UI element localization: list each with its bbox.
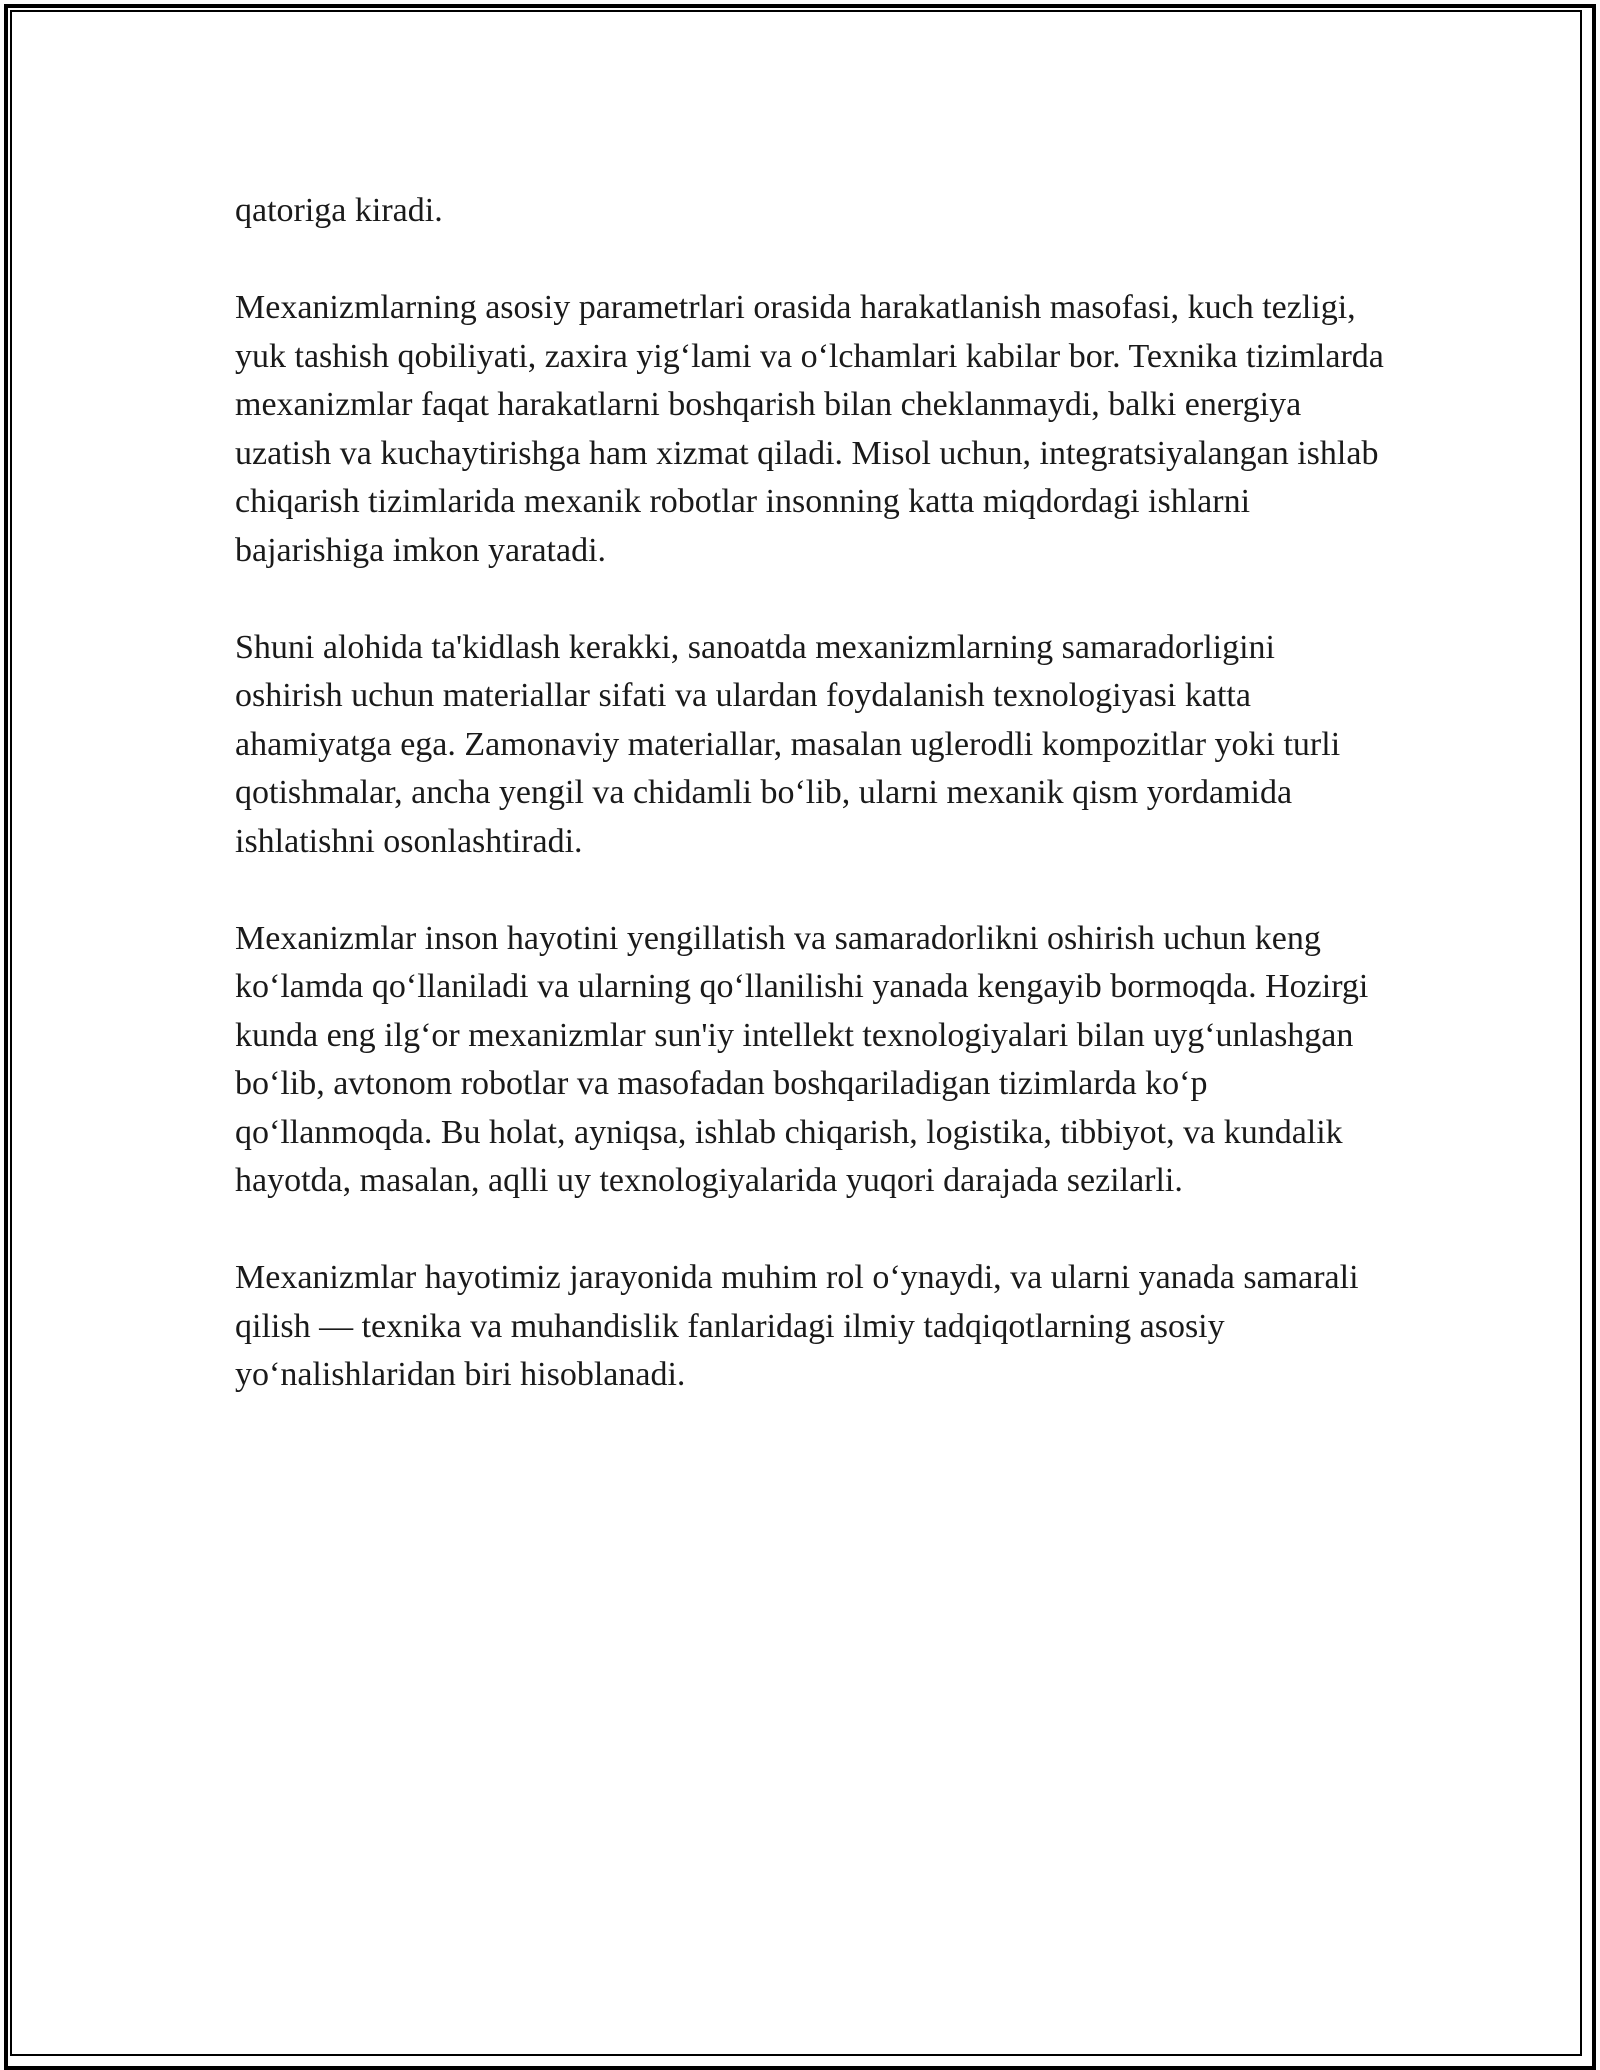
paragraph-materials: Shuni alohida ta'kidlash kerakki, sanoatda mexanizmlarning samaradorligini oshirish uchun materiallar sifati va ulardan foydalanish texnologiyasi katta ahamiyatga ega. Zamonaviy materiallar, masalan uglerodli kompozitlar yoki turli qotishmalar, ancha yengil va chidamli bo‘lib, ularni mexanik qism yordamida ishlatishni osonlashtiradi. — [235, 628, 1341, 860]
paragraph-mechanism-parameters: Mexanizmlarning asosiy parametrlari orasida harakatlanish masofasi, kuch tezligi, yuk tashish qobiliyati, zaxira yig‘lami va o‘lchamlari kabilar bor. Texnika tizimlarda mexanizmlar faqat harakatlarni boshqarish bilan cheklanmaydi, balki energiya uzatish va kuchaytirishga ham xizmat qiladi. Misol uchun, integratsiyalangan ishlab chiqarish tizimlarida mexanik robotlar insonning katta miqdordagi ishlarni bajarishiga imkon yaratadi. — [235, 289, 1384, 569]
document-body — [235, 187, 1385, 1448]
paragraph-applications: Mexanizmlar inson hayotini yengillatish va samaradorlikni oshirish uchun keng ko‘lamda qo‘llaniladi va ularning qo‘llanilishi yanada kengayib bormoqda. Hozirgi kunda eng ilg‘or mexanizmlar sun'iy intellekt texnologiyalari bilan uyg‘unlashgan bo‘lib, avtonom robotlar va masofadan boshqariladigan tizimlarda ko‘p qo‘llanmoqda. Bu holat, ayniqsa, ishlab chiqarish, logistika, tibbiyot, va kundalik hayotda, masalan, aqlli uy texnologiyalarida yuqori darajada sezilarli. — [235, 919, 1369, 1199]
paragraph-continuation: qatoriga kiradi. — [235, 192, 443, 229]
paragraph-conclusion: Mexanizmlar hayotimiz jarayonida muhim rol o‘ynaydi, va ularni yanada samarali qilish — texnika va muhandislik fanlaridagi ilmiy tadqiqotlarning asosiy yo‘nalishlaridan biri hisoblanadi. — [235, 1259, 1359, 1393]
